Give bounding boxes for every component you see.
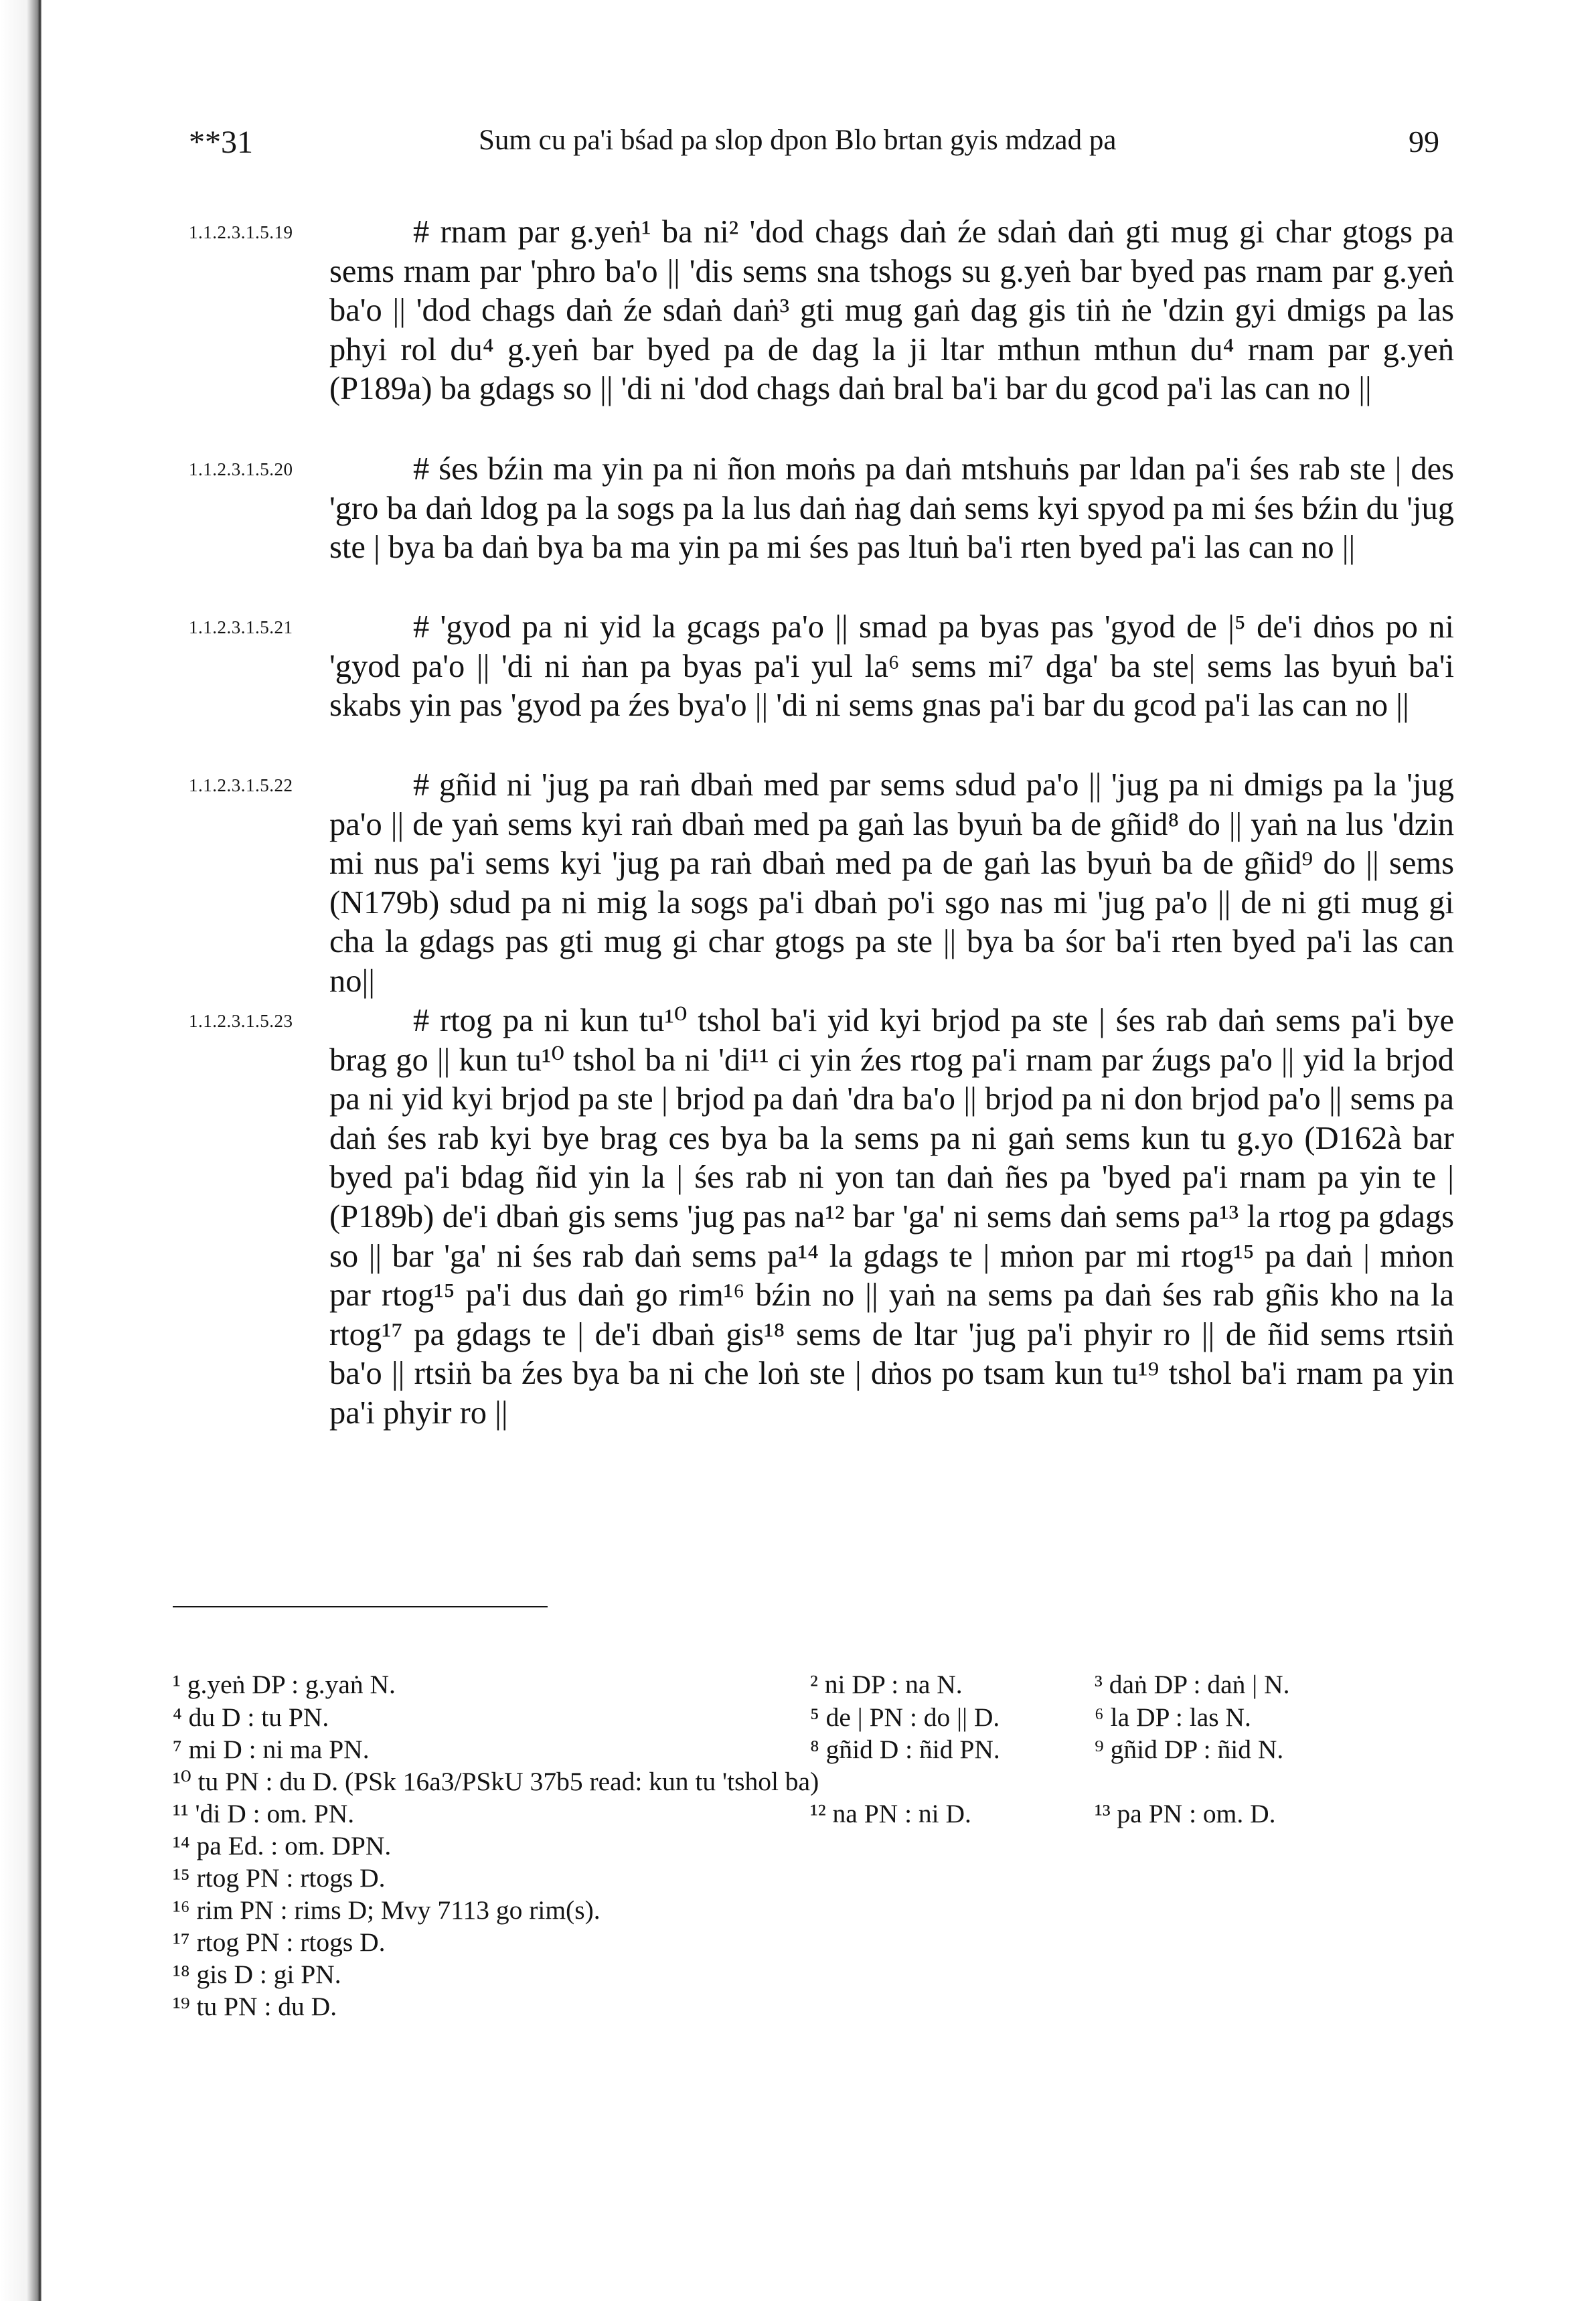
running-header-title: Sum cu pa'i bśad pa slop dpon Blo brtan gyis mdzad pa [479,125,1117,156]
footnote: ¹³ pa PN : om. D. [1095,1799,1276,1828]
paragraph-text: # rtog pa ni kun tu¹⁰ tshol ba'i yid kyi brjod pa ste | śes rab daṅ sems pa'i bye brag go || kun tu¹⁰ tshol ba ni 'di¹¹ ci yin źes rtog pa'i rnam par źugs pa'o || yid la brjod pa ni yid kyi brjod pa ste | brjod pa daṅ 'dra ba'o || brjod pa ni don brjod pa'o || sems pa daṅ śes rab kyi bye brag ces bya ba la sems pa ni gaṅ sems kun tu g.yo (D162à bar byed pa'i bdag ñid yin la | śes rab ni yon tan daṅ ñes pa 'byed pa'i rnam pa yin te | (P189b) de'i dbaṅ gis sems 'jug pas na¹² bar 'ga' ni sems daṅ sems pa¹³ la rtog pa gdags so || bar 'ga' ni śes rab daṅ sems pa¹⁴ la gdags te | mṅon par mi rtog¹⁵ pa daṅ | mṅon par rtog¹⁵ pa'i dus daṅ go rim¹⁶ bźin no || yaṅ na sems pa daṅ śes rab gñis kho na la rtog¹⁷ pa gdags te | de'i dbaṅ gis¹⁸ sems de ltar 'jug pa'i phyir ro || de ñid sems rtsiṅ ba'o || rtsiṅ ba źes bya ba ni che loṅ ste | dṅos po tsam kun tu¹⁹ tshol ba'i rnam pa yin pa'i phyir ro || [329,1003,1454,1431]
section-number: 1.1.2.3.1.5.19 [189,222,293,242]
scan-edge-shadow [0,0,42,2301]
footnote: ⁸ gñid D : ñid PN. [810,1735,1000,1764]
paragraph-text: # gñid ni 'jug pa raṅ dbaṅ med par sems sdud pa'o || 'jug pa ni dmigs pa la 'jug pa'o || de yaṅ sems kyi raṅ dbaṅ med pa gaṅ las byuṅ ba de gñid⁸ do || yaṅ na lus 'dzin mi nus pa'i sems kyi 'jug pa raṅ dbaṅ med pa de gaṅ las byuṅ ba de gñid⁹ do || sems (N179b) sdud pa ni mig la sogs pa'i dbaṅ po'i sgo nas mi 'jug pa'o || de ni gti mug gi cha la gdags pas gti mug gi char gtogs pa ste || bya ba śor ba'i rten byed pa'i las can no|| [329,767,1454,999]
footnote: ¹⁸ gis D : gi PN. [173,1960,341,1989]
section-number: 1.1.2.3.1.5.22 [189,775,293,795]
footnote: ⁵ de | PN : do || D. [810,1702,1000,1732]
footnote: ¹⁶ rim PN : rims D; Mvy 7113 go rim(s). [173,1895,601,1925]
footnote: ¹ g.yeṅ DP : g.yaṅ N. [173,1670,396,1699]
footnote: ¹⁷ rtog PN : rtogs D. [173,1927,386,1957]
paragraph-text: # śes bźin ma yin pa ni ñon moṅs pa daṅ mtshuṅs par ldan pa'i śes rab ste | des 'gro ba daṅ ldog pa la sogs pa la lus daṅ ṅag daṅ sems kyi spyod pa mi śes bźin du 'jug ste | bya ba daṅ bya ba ma yin pa mi śes pas ltuṅ ba'i rten byed pa'i las can no || [329,451,1454,566]
footnote: ¹⁴ pa Ed. : om. DPN. [173,1831,392,1860]
section-number: 1.1.2.3.1.5.21 [189,617,293,637]
paragraph-text: # rnam par g.yeṅ¹ ba ni² 'dod chags daṅ źe sdaṅ daṅ gti mug gi char gtogs pa sems rnam par 'phro ba'o || 'dis sems sna tshogs su g.yeṅ bar byed pas rnam par g.yeṅ ba'o || 'dod chags daṅ źe sdaṅ daṅ³ gti mug gaṅ dag gis tiṅ ṅe 'dzin gyi dmigs pa las phyi rol du⁴ g.yeṅ bar byed pa de dag la ji ltar mthun mthun du⁴ rnam par g.yeṅ (P189a) ba gdags so || 'di ni 'dod chags daṅ bral ba'i bar du gcod pa'i las can no || [329,214,1454,407]
page-number: 99 [1409,125,1439,159]
footnote: ⁹ gñid DP : ñid N. [1095,1735,1284,1764]
footnote: ⁶ la DP : las N. [1095,1702,1251,1732]
footnote: ³ daṅ DP : daṅ | N. [1095,1670,1290,1699]
footnote: ¹⁰ tu PN : du D. (PSk 16a3/PSkU 37b5 read: kun tu 'tshol ba) [173,1767,819,1796]
footnote: ² ni DP : na N. [810,1670,963,1699]
footnote: ¹¹ 'di D : om. PN. [173,1799,355,1828]
running-header-number: **31 [189,125,253,160]
footnote: ⁷ mi D : ni ma PN. [173,1735,370,1764]
footnote: ¹² na PN : ni D. [810,1799,971,1828]
footnote: ⁴ du D : tu PN. [173,1702,329,1732]
footnote: ¹⁵ rtog PN : rtogs D. [173,1863,386,1893]
paragraph-text: # 'gyod pa ni yid la gcags pa'o || smad pa byas pas 'gyod de |⁵ de'i dṅos po ni 'gyod pa'o || 'di ni ṅan pa byas pa'i yul la⁶ sems mi⁷ dga' ba ste| sems las byuṅ ba'i skabs yin pas 'gyod pa źes bya'o || 'di ni sems gnas pa'i bar du gcod pa'i las can no || [329,609,1454,724]
section-number: 1.1.2.3.1.5.20 [189,459,293,479]
footnote-rule [173,1606,548,1607]
section-number: 1.1.2.3.1.5.23 [189,1011,293,1031]
footnote: ¹⁹ tu PN : du D. [173,1992,337,2021]
